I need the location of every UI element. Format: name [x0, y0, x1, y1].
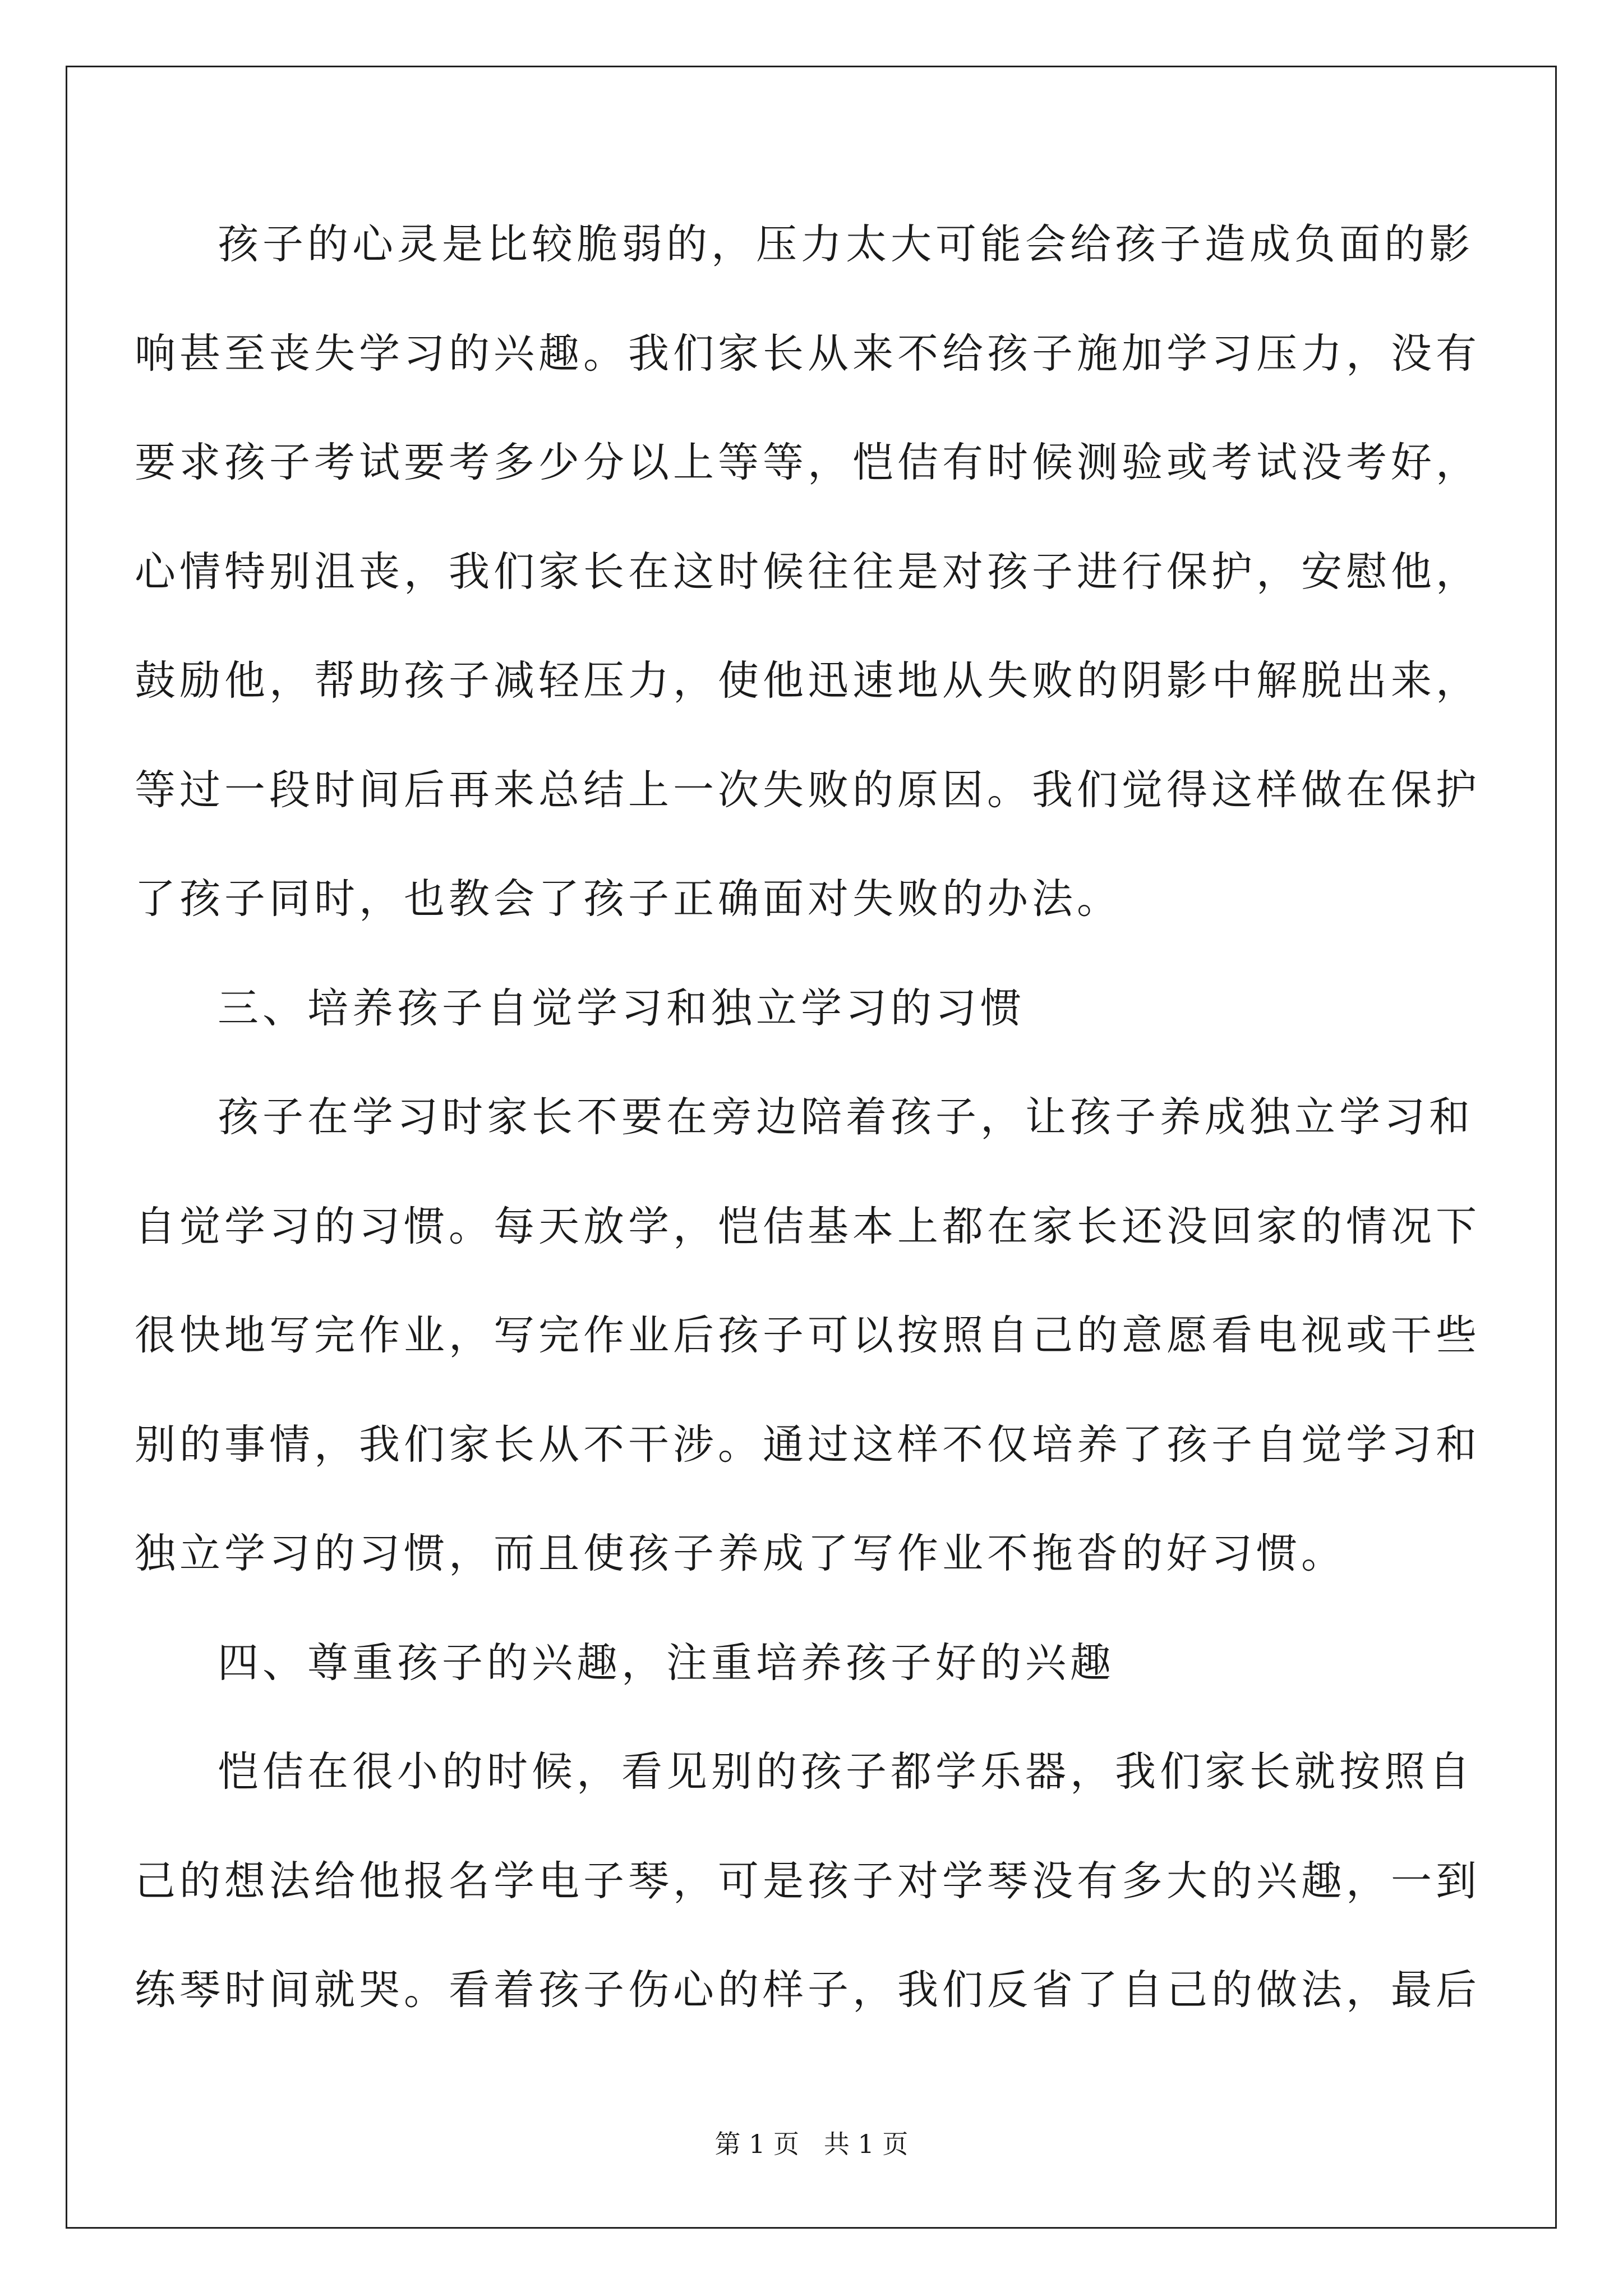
paragraph-line: 要求孩子考试要考多少分以上等等，恺佶有时候测验或考试没考好，	[135, 439, 1481, 486]
paragraph-line: 心情特别沮丧，我们家长在这时候往往是对孩子进行保护，安慰他，	[135, 548, 1481, 596]
paragraph-line: 响甚至丧失学习的兴趣。我们家长从来不给孩子施加学习压力，没有	[135, 330, 1481, 378]
section-heading: 三、培养孩子自觉学习和独立学习的习惯	[218, 984, 1025, 1032]
paragraph-line: 独立学习的习惯，而且使孩子养成了写作业不拖沓的好习惯。	[135, 1530, 1346, 1577]
paragraph-line: 自觉学习的习惯。每天放学，恺佶基本上都在家长还没回家的情况下	[135, 1203, 1481, 1250]
paragraph-line: 恺佶在很小的时候，看见别的孩子都学乐器，我们家长就按照自	[218, 1748, 1474, 1796]
paragraph-line: 孩子的心灵是比较脆弱的，压力太大可能会给孩子造成负面的影	[218, 220, 1474, 268]
paragraph-line: 了孩子同时，也教会了孩子正确面对失败的办法。	[135, 875, 1122, 923]
paragraph-line: 己的想法给他报名学电子琴，可是孩子对学琴没有多大的兴趣，一到	[135, 1857, 1481, 1905]
section-heading: 四、尊重孩子的兴趣，注重培养孩子好的兴趣	[218, 1639, 1115, 1687]
paragraph-line: 等过一段时间后再来总结上一次失败的原因。我们觉得这样做在保护	[135, 766, 1481, 814]
paragraph-line: 鼓励他，帮助孩子减轻压力，使他迅速地从失败的阴影中解脱出来，	[135, 657, 1481, 705]
page-footer: 第 1 页 共 1 页	[714, 2129, 909, 2159]
paragraph-line: 孩子在学习时家长不要在旁边陪着孩子，让孩子养成独立学习和	[218, 1093, 1474, 1141]
paragraph-line: 很快地写完作业，写完作业后孩子可以按照自己的意愿看电视或干些	[135, 1312, 1481, 1359]
paragraph-line: 别的事情，我们家长从不干涉。通过这样不仅培养了孩子自觉学习和	[135, 1421, 1481, 1469]
paragraph-line: 练琴时间就哭。看着孩子伤心的样子，我们反省了自己的做法，最后	[135, 1966, 1481, 2014]
